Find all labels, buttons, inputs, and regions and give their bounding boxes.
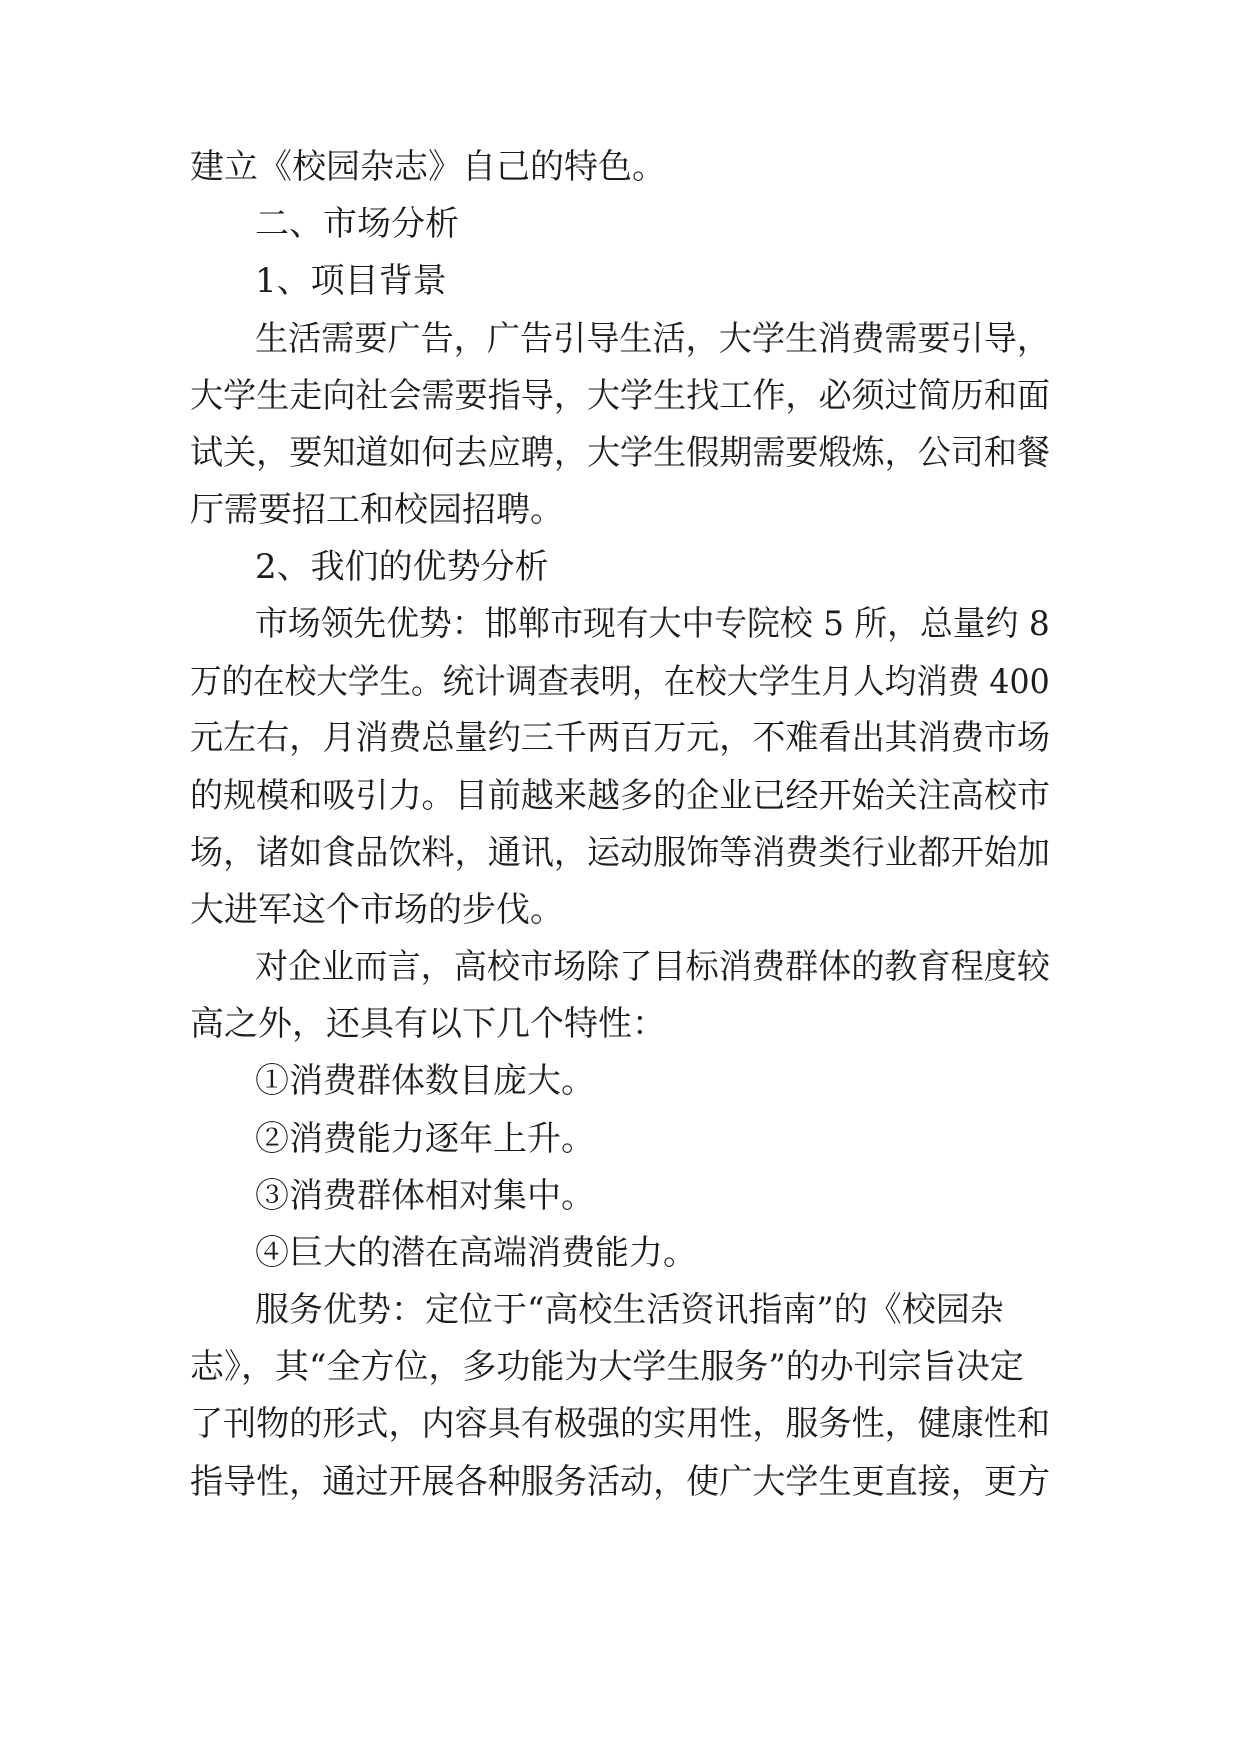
list-item: ①消费群体数目庞大。: [255, 1061, 595, 1101]
subsection-heading: 2、我们的优势分析: [255, 547, 549, 587]
paragraph-line: 生活需要广告，广告引导生活，大学生消费需要引导，: [255, 319, 1051, 359]
list-item: ③消费群体相对集中。: [255, 1176, 595, 1216]
subsection-heading: 1、项目背景: [255, 261, 447, 301]
paragraph-line: 元左右，月消费总量约三千两百万元，不难看出其消费市场: [190, 718, 1051, 758]
paragraph-line: 对企业而言，高校市场除了目标消费群体的教育程度较: [255, 947, 1051, 987]
paragraph-line: 万的在校大学生。统计调查表明，在校大学生月人均消费 400: [190, 662, 1050, 702]
paragraph-line: 厅需要招工和校园招聘。: [190, 490, 564, 530]
paragraph-line: 服务优势：定位于“高校生活资讯指南”的《校园杂: [255, 1290, 1004, 1330]
paragraph-line: 指导性，通过开展各种服务活动，使广大学生更直接，更方: [190, 1462, 1051, 1502]
paragraph-line: 试关，要知道如何去应聘，大学生假期需要煅炼，公司和餐: [190, 433, 1051, 473]
paragraph-line: 志》，其“全方位，多功能为大学生服务”的办刊宗旨决定: [190, 1347, 1024, 1387]
list-item: ②消费能力逐年上升。: [255, 1119, 595, 1159]
paragraph-line: 高之外，还具有以下几个特性：: [190, 1004, 666, 1044]
paragraph-continuation-line: 建立《校园杂志》自己的特色。: [190, 147, 666, 187]
paragraph-line: 市场领先优势：邯郸市现有大中专院校 5 所，总量约 8: [255, 604, 1050, 644]
paragraph-line: 大学生走向社会需要指导，大学生找工作，必须过简历和面: [190, 376, 1051, 416]
paragraph-line: 场，诸如食品饮料，通讯，运动服饰等消费类行业都开始加: [190, 833, 1051, 873]
paragraph-line: 大进军这个市场的步伐。: [190, 890, 564, 930]
paragraph-line: 的规模和吸引力。目前越来越多的企业已经开始关注高校市: [190, 776, 1051, 816]
section-heading: 二、市场分析: [255, 204, 459, 244]
list-item: ④巨大的潜在高端消费能力。: [255, 1233, 697, 1273]
paragraph-line: 了刊物的形式，内容具有极强的实用性，服务性，健康性和: [190, 1404, 1051, 1444]
